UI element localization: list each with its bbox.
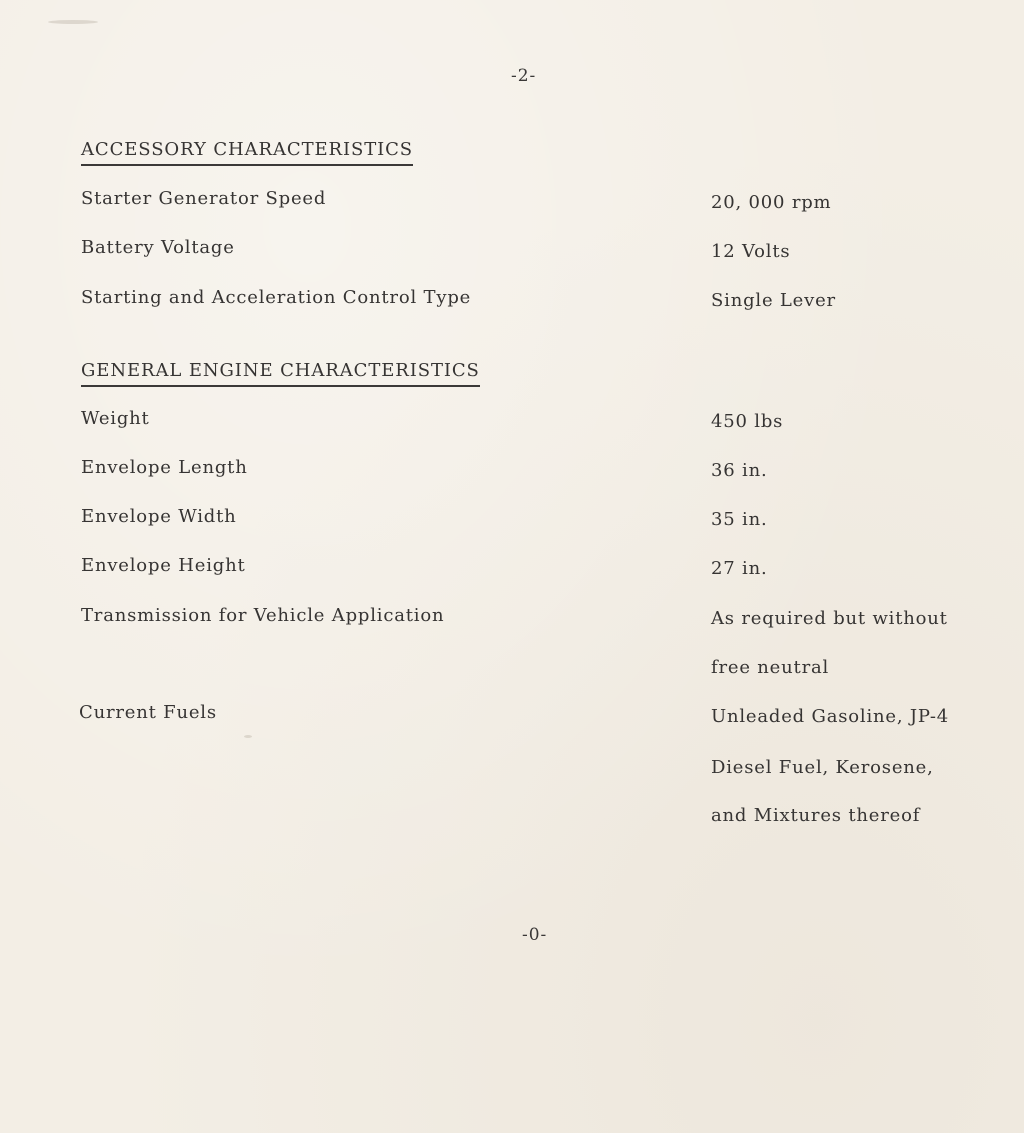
label-transmission: Transmission for Vehicle Application (81, 605, 445, 626)
label-battery-voltage: Battery Voltage (81, 237, 235, 258)
value-transmission-line-2: free neutral (711, 657, 830, 678)
value-weight: 450 lbs (711, 411, 784, 432)
page-number-bottom: -0- (522, 925, 548, 945)
label-envelope-width: Envelope Width (81, 506, 237, 527)
label-current-fuels: Current Fuels (79, 702, 217, 723)
value-control-type: Single Lever (711, 290, 836, 311)
value-fuels-line-2: Diesel Fuel, Kerosene, (711, 757, 934, 778)
general-heading: GENERAL ENGINE CHARACTERISTICS (81, 360, 480, 387)
paper-smudge (244, 735, 252, 738)
value-starter-generator-speed: 20, 000 rpm (711, 192, 832, 213)
value-transmission-line-1: As required but without (711, 608, 948, 629)
value-envelope-length: 36 in. (711, 460, 768, 481)
label-starter-generator-speed: Starter Generator Speed (81, 188, 327, 209)
value-envelope-width: 35 in. (711, 509, 768, 530)
label-envelope-length: Envelope Length (81, 457, 248, 478)
value-battery-voltage: 12 Volts (711, 241, 791, 262)
value-fuels-line-3: and Mixtures thereof (711, 805, 921, 826)
value-fuels-line-1: Unleaded Gasoline, JP-4 (711, 706, 949, 727)
label-control-type: Starting and Acceleration Control Type (81, 287, 472, 308)
paper-smudge (48, 20, 98, 24)
accessory-heading: ACCESSORY CHARACTERISTICS (81, 139, 413, 166)
label-weight: Weight (81, 408, 150, 429)
value-envelope-height: 27 in. (711, 558, 768, 579)
page-number-top: -2- (511, 66, 537, 86)
label-envelope-height: Envelope Height (81, 555, 246, 576)
